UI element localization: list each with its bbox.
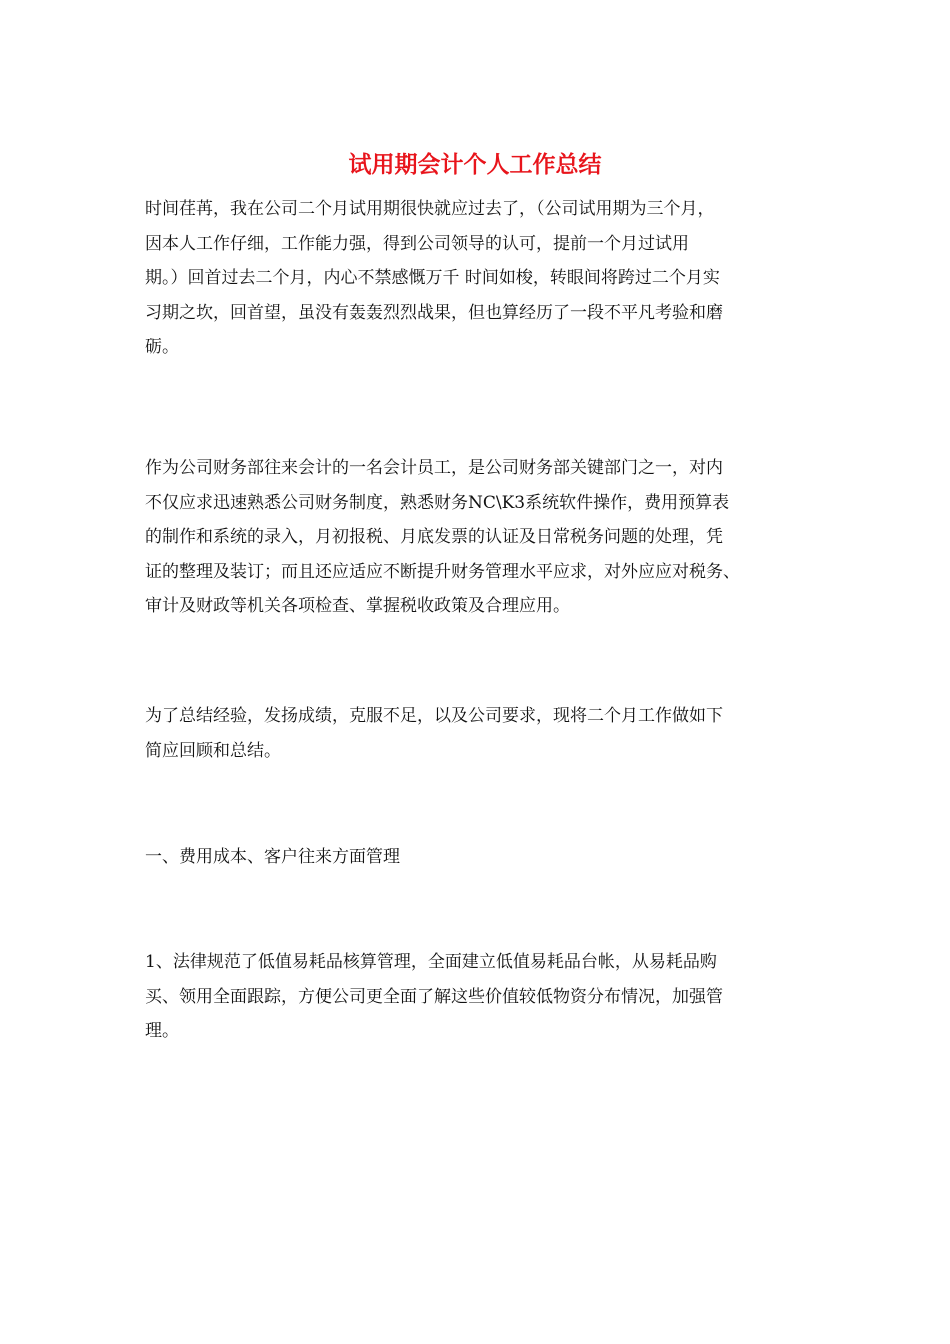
paragraph-line: 理。	[145, 1021, 179, 1041]
paragraph-summary	[145, 699, 815, 768]
document-title: 试用期会计个人工作总结	[348, 152, 602, 178]
paragraph-line: 时间荏苒，我在公司二个月试用期很快就应过去了，（公司试用期为三个月，	[145, 199, 715, 219]
paragraph-line: 为了总结经验，发扬成绩，克服不足，以及公司要求，现将二个月工作做如下	[145, 706, 723, 726]
paragraph-line: 作为公司财务部往来会计的一名会计员工，是公司财务部关键部门之一，对内	[145, 458, 723, 478]
paragraph-line: 期。）回首过去二个月，内心不禁感慨万千 时间如梭，转眼间将跨过二个月实	[145, 268, 720, 288]
paragraph-line: 因本人工作仔细，工作能力强，得到公司领导的认可，提前一个月过试用	[145, 233, 689, 254]
paragraph-line: 习期之坎，回首望，虽没有轰轰烈烈战果，但也算经历了一段不平凡考验和磨	[145, 302, 723, 323]
paragraph-line: 买、领用全面跟踪，方便公司更全面了解这些价值较低物资分布情况，加强管	[145, 986, 723, 1007]
paragraph-line: 简应回顾和总结。	[145, 740, 281, 761]
paragraph-line: 1、法律规范了低值易耗品核算管理，全面建立低值易耗品台帐，从易耗品购	[145, 952, 717, 972]
paragraph-line: 的制作和系统的录入，月初报税、月底发票的认证及日常税务问题的处理，凭	[145, 527, 723, 547]
paragraph-line: 不仅应求迅速熟悉公司财务制度，熟悉财务NC\K3系统软件操作，费用预算表	[145, 492, 730, 513]
paragraph-line: 砺。	[145, 337, 179, 357]
paragraph-line: 证的整理及装订；而且还应适应不断提升财务管理水平应求，对外应应对税务、	[145, 561, 740, 582]
paragraph-line: 审计及财政等机关各项检查、掌握税收政策及合理应用。	[145, 596, 570, 616]
section-heading-1	[145, 840, 815, 875]
paragraph-intro	[145, 192, 815, 365]
paragraph-item-1	[145, 945, 815, 1049]
section-heading-text: 一、费用成本、客户往来方面管理	[145, 847, 400, 867]
paragraph-role	[145, 451, 815, 624]
